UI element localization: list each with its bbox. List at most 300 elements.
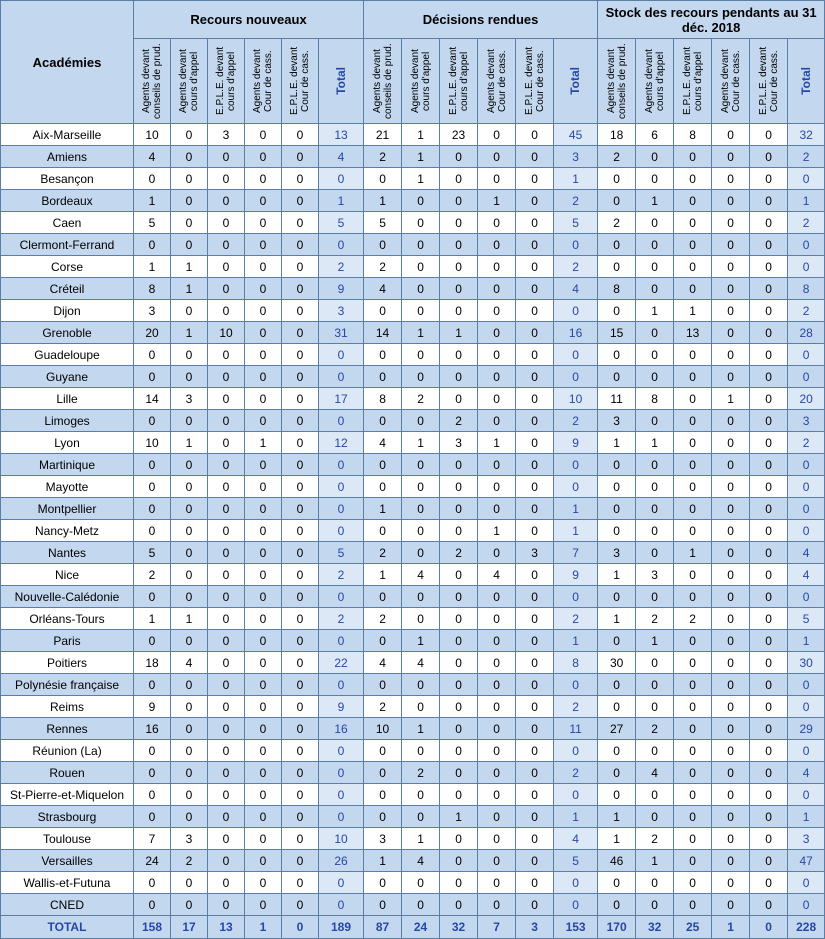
- value-cell: 0: [478, 850, 516, 872]
- value-cell: 20: [134, 322, 171, 344]
- value-cell: 1: [478, 432, 516, 454]
- column-header-total: [319, 39, 364, 124]
- value-cell: 0: [674, 894, 712, 916]
- value-cell: 2: [364, 608, 402, 630]
- value-cell: 23: [440, 124, 478, 146]
- value-cell: 32: [636, 916, 674, 939]
- value-cell: 0: [208, 146, 245, 168]
- value-cell: 0: [282, 234, 319, 256]
- value-cell: 0: [750, 212, 788, 234]
- table-row: [1, 344, 825, 366]
- academy-name: Versailles: [1, 850, 134, 872]
- value-cell: 0: [208, 476, 245, 498]
- value-cell: 1: [364, 564, 402, 586]
- value-cell: 0: [364, 476, 402, 498]
- value-cell: 0: [712, 410, 750, 432]
- value-cell: 0: [598, 256, 636, 278]
- value-cell: 0: [282, 498, 319, 520]
- academy-name: Caen: [1, 212, 134, 234]
- value-cell: 0: [636, 674, 674, 696]
- value-cell: 0: [245, 674, 282, 696]
- value-cell: 4: [402, 564, 440, 586]
- total-cell: 0: [554, 366, 598, 388]
- total-cell: 30: [788, 652, 825, 674]
- value-cell: 0: [245, 256, 282, 278]
- total-cell: 0: [788, 586, 825, 608]
- table-row: [1, 696, 825, 718]
- value-cell: 0: [750, 718, 788, 740]
- total-cell: 0: [319, 234, 364, 256]
- value-cell: 2: [364, 256, 402, 278]
- total-cell: 0: [788, 696, 825, 718]
- academy-name: Rennes: [1, 718, 134, 740]
- value-cell: 4: [171, 652, 208, 674]
- value-cell: 18: [598, 124, 636, 146]
- value-cell: 0: [364, 894, 402, 916]
- value-cell: 0: [712, 454, 750, 476]
- value-cell: 0: [750, 124, 788, 146]
- value-cell: 0: [440, 586, 478, 608]
- value-cell: 21: [364, 124, 402, 146]
- value-cell: 1: [712, 388, 750, 410]
- value-cell: 7: [134, 828, 171, 850]
- value-cell: 0: [402, 498, 440, 520]
- value-cell: 0: [636, 784, 674, 806]
- value-cell: 0: [440, 850, 478, 872]
- total-cell: 0: [554, 674, 598, 696]
- value-cell: 0: [208, 586, 245, 608]
- value-cell: 10: [134, 124, 171, 146]
- total-cell: 4: [319, 146, 364, 168]
- value-cell: 0: [282, 894, 319, 916]
- value-cell: 2: [364, 696, 402, 718]
- total-cell: 1: [788, 190, 825, 212]
- value-cell: 1: [636, 300, 674, 322]
- value-cell: 0: [750, 894, 788, 916]
- value-cell: 0: [674, 850, 712, 872]
- value-cell: 1: [598, 564, 636, 586]
- value-cell: 0: [712, 718, 750, 740]
- value-cell: 0: [134, 168, 171, 190]
- value-cell: 13: [208, 916, 245, 939]
- value-cell: 0: [516, 872, 554, 894]
- value-cell: 0: [208, 278, 245, 300]
- value-cell: 0: [750, 586, 788, 608]
- value-cell: 10: [134, 432, 171, 454]
- value-cell: 0: [245, 476, 282, 498]
- table-row: [1, 278, 825, 300]
- academy-name: Dijon: [1, 300, 134, 322]
- value-cell: 0: [171, 498, 208, 520]
- value-cell: 1: [402, 146, 440, 168]
- value-cell: 0: [674, 256, 712, 278]
- column-header: [208, 39, 245, 124]
- value-cell: 2: [598, 146, 636, 168]
- table-row: [1, 872, 825, 894]
- value-cell: 0: [364, 762, 402, 784]
- value-cell: 0: [282, 872, 319, 894]
- value-cell: 1: [440, 322, 478, 344]
- value-cell: 0: [636, 872, 674, 894]
- value-cell: 0: [478, 256, 516, 278]
- value-cell: 0: [282, 586, 319, 608]
- value-cell: 0: [245, 278, 282, 300]
- total-cell: 3: [554, 146, 598, 168]
- value-cell: 0: [208, 410, 245, 432]
- total-cell: 228: [788, 916, 825, 939]
- value-cell: 0: [245, 146, 282, 168]
- value-cell: 0: [402, 806, 440, 828]
- value-cell: 3: [364, 828, 402, 850]
- value-cell: 0: [171, 168, 208, 190]
- value-cell: 0: [134, 454, 171, 476]
- value-cell: 0: [208, 894, 245, 916]
- value-cell: 32: [440, 916, 478, 939]
- value-cell: 0: [598, 740, 636, 762]
- total-cell: 0: [788, 454, 825, 476]
- value-cell: 0: [171, 476, 208, 498]
- value-cell: 1: [364, 190, 402, 212]
- value-cell: 0: [402, 234, 440, 256]
- value-cell: 0: [440, 894, 478, 916]
- value-cell: 0: [712, 168, 750, 190]
- value-cell: 0: [478, 608, 516, 630]
- value-cell: 0: [282, 256, 319, 278]
- value-cell: 0: [282, 410, 319, 432]
- value-cell: 14: [364, 322, 402, 344]
- total-cell: 1: [554, 630, 598, 652]
- value-cell: 0: [750, 564, 788, 586]
- value-cell: 0: [208, 784, 245, 806]
- total-cell: 0: [554, 476, 598, 498]
- total-cell: 2: [319, 564, 364, 586]
- total-cell: 0: [554, 344, 598, 366]
- total-cell: 7: [554, 542, 598, 564]
- value-cell: 0: [364, 300, 402, 322]
- value-cell: 0: [636, 256, 674, 278]
- value-cell: 0: [440, 872, 478, 894]
- value-cell: 0: [598, 366, 636, 388]
- value-cell: 0: [478, 718, 516, 740]
- value-cell: 0: [134, 366, 171, 388]
- value-cell: 0: [208, 872, 245, 894]
- value-cell: 0: [674, 344, 712, 366]
- total-cell: 5: [788, 608, 825, 630]
- value-cell: 0: [750, 454, 788, 476]
- value-cell: 8: [134, 278, 171, 300]
- value-cell: 0: [674, 740, 712, 762]
- column-header: [364, 39, 402, 124]
- value-cell: 0: [478, 586, 516, 608]
- value-cell: 0: [245, 872, 282, 894]
- value-cell: 0: [440, 234, 478, 256]
- value-cell: 0: [750, 740, 788, 762]
- academy-name: Martinique: [1, 454, 134, 476]
- value-cell: 0: [440, 190, 478, 212]
- total-cell: 0: [554, 234, 598, 256]
- value-cell: 0: [598, 762, 636, 784]
- value-cell: 0: [712, 300, 750, 322]
- value-cell: 3: [171, 828, 208, 850]
- value-cell: 0: [402, 344, 440, 366]
- value-cell: 0: [282, 630, 319, 652]
- value-cell: 0: [674, 168, 712, 190]
- total-cell: 0: [788, 520, 825, 542]
- value-cell: 1: [171, 608, 208, 630]
- academy-name: Orléans-Tours: [1, 608, 134, 630]
- value-cell: 0: [282, 718, 319, 740]
- value-cell: 2: [171, 850, 208, 872]
- value-cell: 0: [750, 388, 788, 410]
- value-cell: 0: [598, 696, 636, 718]
- total-cell: 10: [554, 388, 598, 410]
- value-cell: 15: [598, 322, 636, 344]
- table-row: [1, 300, 825, 322]
- total-cell: 0: [788, 344, 825, 366]
- total-cell: 2: [554, 762, 598, 784]
- value-cell: 0: [712, 784, 750, 806]
- value-cell: 0: [245, 234, 282, 256]
- value-cell: 0: [402, 256, 440, 278]
- value-cell: 0: [282, 344, 319, 366]
- value-cell: 0: [245, 586, 282, 608]
- academy-name: Strasbourg: [1, 806, 134, 828]
- value-cell: 17: [171, 916, 208, 939]
- value-cell: 0: [208, 520, 245, 542]
- table-row: [1, 432, 825, 454]
- total-cell: 0: [788, 234, 825, 256]
- total-cell: 4: [554, 828, 598, 850]
- value-cell: 0: [516, 322, 554, 344]
- value-cell: 0: [440, 278, 478, 300]
- value-cell: 0: [674, 696, 712, 718]
- value-cell: 0: [440, 146, 478, 168]
- value-cell: 0: [674, 410, 712, 432]
- column-header: [636, 39, 674, 124]
- value-cell: 0: [712, 696, 750, 718]
- value-cell: 3: [440, 432, 478, 454]
- value-cell: 0: [440, 652, 478, 674]
- total-cell: 22: [319, 652, 364, 674]
- value-cell: 0: [636, 498, 674, 520]
- column-header-label: Agents devant cours d'appel: [409, 49, 432, 113]
- value-cell: 0: [282, 190, 319, 212]
- total-cell: 2: [319, 608, 364, 630]
- value-cell: 0: [171, 762, 208, 784]
- value-cell: 0: [245, 696, 282, 718]
- column-header-label: Total: [333, 67, 348, 95]
- value-cell: 2: [636, 718, 674, 740]
- total-cell: 32: [788, 124, 825, 146]
- value-cell: 0: [636, 894, 674, 916]
- value-cell: 0: [598, 520, 636, 542]
- value-cell: 0: [208, 652, 245, 674]
- value-cell: 0: [245, 894, 282, 916]
- value-cell: 0: [598, 894, 636, 916]
- table-body: [1, 124, 825, 939]
- value-cell: 0: [674, 828, 712, 850]
- column-header: [750, 39, 788, 124]
- table-row: [1, 630, 825, 652]
- value-cell: 0: [364, 740, 402, 762]
- table-row: [1, 256, 825, 278]
- total-cell: 11: [554, 718, 598, 740]
- value-cell: 1: [364, 850, 402, 872]
- value-cell: 0: [674, 872, 712, 894]
- value-cell: 1: [245, 432, 282, 454]
- total-cell: 31: [319, 322, 364, 344]
- total-cell: 0: [319, 366, 364, 388]
- value-cell: 0: [245, 718, 282, 740]
- column-header-label: E.P.L.E. devant cours d'appel: [681, 46, 704, 116]
- total-cell: 0: [788, 872, 825, 894]
- column-header: [674, 39, 712, 124]
- total-cell: 5: [554, 850, 598, 872]
- academy-name: Wallis-et-Futuna: [1, 872, 134, 894]
- table-row: [1, 850, 825, 872]
- column-header: [598, 39, 636, 124]
- table-row: [1, 124, 825, 146]
- value-cell: 0: [478, 300, 516, 322]
- value-cell: 0: [440, 696, 478, 718]
- value-cell: 2: [402, 762, 440, 784]
- value-cell: 0: [478, 344, 516, 366]
- value-cell: 0: [516, 344, 554, 366]
- value-cell: 0: [134, 740, 171, 762]
- value-cell: 0: [208, 608, 245, 630]
- total-cell: 0: [319, 586, 364, 608]
- value-cell: 16: [134, 718, 171, 740]
- value-cell: 0: [750, 234, 788, 256]
- total-cell: 1: [554, 168, 598, 190]
- value-cell: 0: [440, 168, 478, 190]
- value-cell: 0: [636, 366, 674, 388]
- value-cell: 0: [402, 542, 440, 564]
- value-cell: 1: [636, 630, 674, 652]
- value-cell: 0: [516, 476, 554, 498]
- total-cell: 0: [319, 740, 364, 762]
- total-cell: 9: [554, 564, 598, 586]
- value-cell: 0: [674, 630, 712, 652]
- value-cell: 1: [402, 718, 440, 740]
- value-cell: 0: [478, 322, 516, 344]
- value-cell: 1: [478, 520, 516, 542]
- value-cell: 0: [282, 652, 319, 674]
- value-cell: 0: [134, 762, 171, 784]
- total-cell: 0: [319, 476, 364, 498]
- value-cell: 0: [712, 256, 750, 278]
- academy-name: Limoges: [1, 410, 134, 432]
- table-row: [1, 146, 825, 168]
- table-row: [1, 410, 825, 432]
- academy-name: Guadeloupe: [1, 344, 134, 366]
- value-cell: 0: [208, 564, 245, 586]
- total-cell: 3: [788, 410, 825, 432]
- value-cell: 0: [171, 784, 208, 806]
- table-row: [1, 674, 825, 696]
- value-cell: 0: [282, 806, 319, 828]
- column-header-label: E.P.L.E. devant Cour de cass.: [523, 46, 546, 116]
- total-cell: 26: [319, 850, 364, 872]
- value-cell: 0: [402, 476, 440, 498]
- value-cell: 0: [245, 630, 282, 652]
- value-cell: 0: [171, 410, 208, 432]
- value-cell: 0: [712, 652, 750, 674]
- column-header-label: Agents devant conseils de prud.: [605, 43, 628, 119]
- academy-name: Reims: [1, 696, 134, 718]
- value-cell: 0: [364, 520, 402, 542]
- value-cell: 0: [750, 256, 788, 278]
- value-cell: 0: [402, 696, 440, 718]
- table-row: [1, 476, 825, 498]
- value-cell: 0: [402, 278, 440, 300]
- value-cell: 0: [598, 586, 636, 608]
- value-cell: 0: [516, 696, 554, 718]
- value-cell: 0: [440, 212, 478, 234]
- value-cell: 0: [750, 190, 788, 212]
- value-cell: 0: [171, 872, 208, 894]
- value-cell: 0: [478, 124, 516, 146]
- column-header: [134, 39, 171, 124]
- value-cell: 4: [364, 652, 402, 674]
- value-cell: 0: [478, 476, 516, 498]
- value-cell: 0: [364, 410, 402, 432]
- value-cell: 1: [402, 124, 440, 146]
- academy-name: Polynésie française: [1, 674, 134, 696]
- value-cell: 1: [712, 916, 750, 939]
- value-cell: 0: [440, 718, 478, 740]
- value-cell: 0: [516, 652, 554, 674]
- total-cell: 9: [554, 432, 598, 454]
- value-cell: 1: [245, 916, 282, 939]
- value-cell: 1: [402, 828, 440, 850]
- group-header-stock: Stock des recours pendants au 31 déc. 2018: [598, 1, 825, 39]
- value-cell: 0: [282, 608, 319, 630]
- value-cell: 0: [208, 498, 245, 520]
- total-cell: 1: [554, 806, 598, 828]
- total-cell: 3: [319, 300, 364, 322]
- value-cell: 4: [402, 652, 440, 674]
- value-cell: 0: [208, 388, 245, 410]
- column-header-label: E.P.L.E. devant cours d'appel: [447, 46, 470, 116]
- total-cell: 0: [319, 344, 364, 366]
- total-cell: 0: [788, 256, 825, 278]
- value-cell: 0: [134, 476, 171, 498]
- value-cell: 0: [750, 344, 788, 366]
- value-cell: 1: [674, 542, 712, 564]
- value-cell: 0: [171, 124, 208, 146]
- value-cell: 0: [134, 498, 171, 520]
- value-cell: 0: [440, 454, 478, 476]
- value-cell: 0: [478, 674, 516, 696]
- value-cell: 0: [636, 168, 674, 190]
- value-cell: 0: [208, 366, 245, 388]
- value-cell: 0: [516, 212, 554, 234]
- value-cell: 0: [750, 366, 788, 388]
- value-cell: 0: [364, 586, 402, 608]
- value-cell: 0: [478, 146, 516, 168]
- value-cell: 0: [171, 146, 208, 168]
- value-cell: 0: [750, 476, 788, 498]
- value-cell: 1: [636, 850, 674, 872]
- value-cell: 8: [674, 124, 712, 146]
- value-cell: 0: [712, 366, 750, 388]
- value-cell: 0: [282, 828, 319, 850]
- value-cell: 0: [712, 146, 750, 168]
- column-header-label: Total: [798, 67, 813, 95]
- value-cell: 0: [245, 564, 282, 586]
- value-cell: 0: [750, 278, 788, 300]
